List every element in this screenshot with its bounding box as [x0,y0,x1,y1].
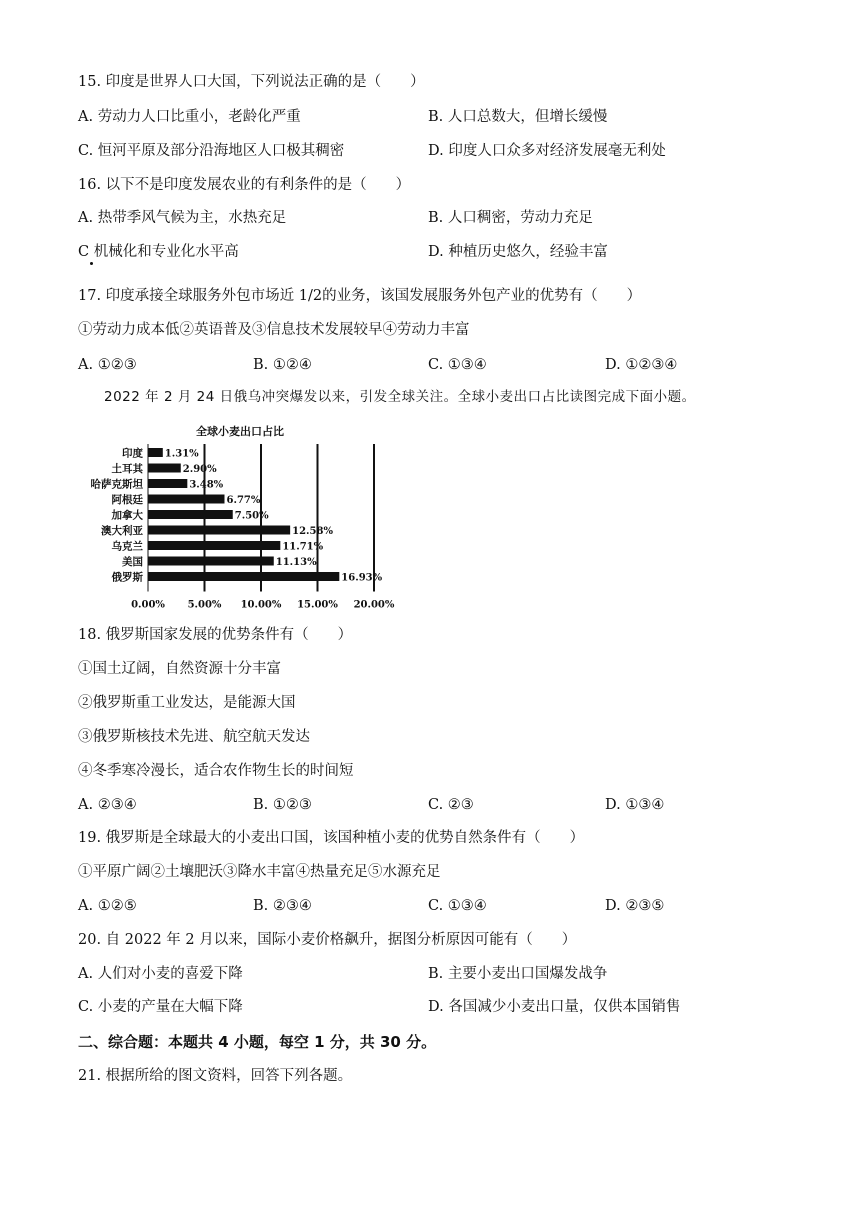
chart-x-tick-label: 10.00% [240,599,282,611]
q16-option-c: C 机械化和专业化水平高 [78,244,239,260]
chart-value-label: 16.93% [341,572,383,584]
chart-category-label: 俄罗斯 [111,571,143,584]
q16-option-a: A. 热带季风气候为主，水热充足 [78,210,287,226]
q15-option-a: A. 劳动力人口比重小，老龄化严重 [78,109,301,125]
chart-category-label: 印度 [122,447,143,460]
q19-stem: 19. 俄罗斯是全球最大的小麦出口国，该国种植小麦的优势自然条件有（ ） [78,830,585,846]
q20-stem: 20. 自 2022 年 2 月以来，国际小麦价格飙升，据图分析原因可能有（ ） [78,932,577,948]
q20-option-a: A. 人们对小麦的喜爱下降 [78,966,243,982]
q18-item-2: ②俄罗斯重工业发达，是能源大国 [78,695,296,711]
q18-option-a: A. ②③④ [78,797,137,813]
q15-option-c: C. 恒河平原及部分沿海地区人口极其稠密 [78,143,345,159]
q15-stem: 15. 印度是世界人口大国，下列说法正确的是（ ） [78,74,425,90]
chart-bar [148,526,290,535]
q20-option-c: C. 小麦的产量在大幅下降 [78,999,243,1015]
chart-value-label: 3.48% [189,479,224,491]
chart-bar [148,572,339,581]
chart-x-tick-label: 5.00% [187,599,222,611]
chart-x-tick-label: 15.00% [297,599,338,611]
q16-stem: 16. 以下不是印度发展农业的有利条件的是（ ） [78,177,411,193]
section-2-heading: 二、综合题：本题共 4 小题，每空 1 分，共 30 分。 [78,1033,437,1051]
q17-option-c: C. ①③④ [428,357,487,373]
chart-bar [148,510,233,519]
chart-category-label: 美国 [122,556,143,568]
chart-value-label: 11.13% [275,557,317,568]
q15-option-b: B. 人口总数大，但增长缓慢 [428,109,608,125]
q18-item-4: ④冬季寒冷漫长，适合农作物生长的时间短 [78,763,354,779]
q18-stem: 18. 俄罗斯国家发展的优势条件有（ ） [78,627,353,643]
q16-option-d: D. 种植历史悠久，经验丰富 [428,244,608,260]
chart-title: 全球小麦出口占比 [196,425,284,438]
q17-stem: 17. 印度承接全球服务外包市场近 1/2的业务，该国发展服务外包产业的优势有（ ） [78,288,642,304]
chart-bar [148,464,181,473]
q20-option-d: D. 各国减少小麦出口量，仅供本国销售 [428,999,681,1015]
chart-value-label: 11.71% [282,541,324,553]
material-intro: 2022 年 2 月 24 日俄乌冲突爆发以来，引发全球关注。全球小麦出口占比读图完成下面小题。 [104,389,696,405]
chart-bar [148,557,274,566]
chart-category-label: 哈萨克斯坦 [90,478,143,491]
q19-items: ①平原广阔②土壤肥沃③降水丰富④热量充足⑤水源充足 [78,864,441,880]
q18-option-d: D. ①③④ [605,797,665,813]
q18-option-c: C. ②③ [428,797,474,813]
chart-x-tick-label: 20.00% [353,599,395,611]
q17-items: ①劳动力成本低②英语普及③信息技术发展较早④劳动力丰富 [78,322,470,338]
wheat-export-chart-svg [78,418,408,614]
wheat-export-chart [78,418,408,614]
q18-option-b: B. ①②③ [253,797,312,813]
chart-category-label: 乌克兰 [111,540,143,553]
chart-category-label: 澳大利亚 [101,525,143,537]
q21-stem: 21. 根据所给的图文资料，回答下列各题。 [78,1068,353,1084]
q17-option-b: B. ①②④ [253,357,312,373]
chart-category-label: 土耳其 [111,463,143,475]
q19-option-b: B. ②③④ [253,898,312,914]
chart-value-label: 6.77% [226,495,261,506]
q17-option-d: D. ①②③④ [605,357,678,373]
q19-option-d: D. ②③⑤ [605,898,665,914]
chart-value-label: 2.90% [182,464,217,475]
stray-dot [90,262,93,265]
chart-bar [148,495,225,504]
q18-item-1: ①国土辽阔，自然资源十分丰富 [78,661,281,677]
chart-value-label: 1.31% [164,448,199,460]
q19-option-a: A. ①②⑤ [78,898,137,914]
chart-bar [148,479,187,488]
q20-option-b: B. 主要小麦出口国爆发战争 [428,966,608,982]
q17-option-a: A. ①②③ [78,357,137,373]
chart-bar [148,541,280,550]
chart-category-label: 阿根廷 [111,494,143,506]
chart-value-label: 12.58% [292,526,333,537]
q15-option-d: D. 印度人口众多对经济发展毫无利处 [428,143,666,159]
chart-value-label: 7.50% [234,510,269,522]
q19-option-c: C. ①③④ [428,898,487,914]
chart-category-label: 加拿大 [111,509,143,522]
chart-x-tick-label: 0.00% [131,599,165,611]
q18-item-3: ③俄罗斯核技术先进、航空航天发达 [78,729,310,745]
q16-option-b: B. 人口稠密，劳动力充足 [428,210,593,226]
chart-bar [148,448,163,457]
